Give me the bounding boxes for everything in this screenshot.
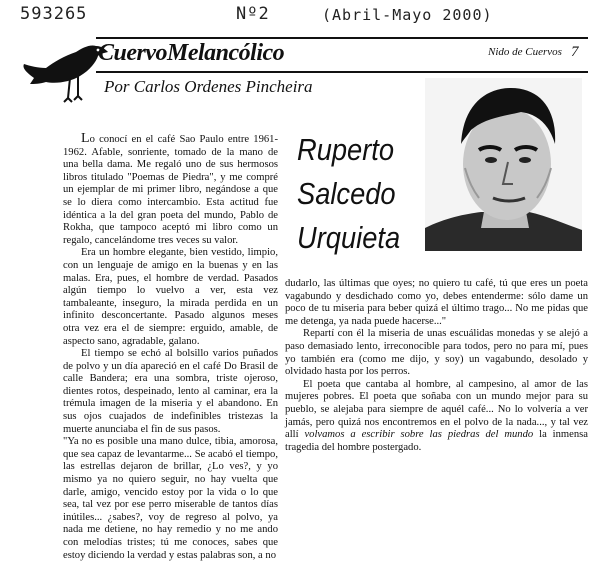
paragraph-6: Repartí con él la miseria de unas escuálidas monedas y se alejó a paso demasiado lento, irreconocible para todos, pero no para mí, pues yo también era (como me dijo, y soy) un vagabundo, desolado y olvidado hasta por los perros. (285, 328, 588, 378)
section-name: Nido de Cuervos (488, 46, 562, 58)
paragraph-1-text: o conocí en el café Sao Paulo entre 1961-1962. Afable, sonriente, tomado de la mano de una bella dama. Me regaló uno de sus hermosos libros titulado "Poemas de Piedra", y me compré un ejemplar de mi primer libro, negándose a que se lo diera como intercambio. Esta actitud fue idéntica a la del gran poeta del mundo, Pablo de Rokha, que tampoco aceptó mi libro como un regalo, cancelándome tres veces su valor. (63, 134, 278, 246)
paragraph-7 (285, 379, 588, 455)
header-top-rule (96, 37, 588, 39)
header-bottom-rule (96, 71, 588, 73)
title-line-3: Urquieta (297, 220, 401, 255)
paragraph-7-text-a: El poeta que cantaba al hombre, al campesino, al amor de las mujeres pobres. El poeta que soñaba con un mundo mejor para su pueblo, se alejaba para siempre de aquél café... No lo volvería a ver jamás, pero quizá nos encontremos en el polvo de la nada..., y tal vez allí (285, 378, 588, 441)
article-column-1 (63, 133, 278, 562)
masthead: CuervoMelancólico (98, 40, 285, 66)
handwritten-date: (Abril-Mayo 2000) (322, 6, 493, 24)
page-number: 7 (571, 44, 579, 60)
initial-letter: L (81, 131, 90, 146)
article-title (297, 128, 400, 260)
title-line-2: Salcedo (297, 176, 396, 211)
paragraph-4-quote: "Ya no es posible una mano dulce, tibia, amorosa, que sea capaz de levantarme... Se acabó el tiempo, las estrellas dejaron de brillar, ¿Lo ves?, y yo mismo ya no quiero seguir, no hay vuelta que darle, amigo, vencido estoy por la vida o lo que sea, tal vez por ese perro miserable de tantos días inútiles... ¿sabes?, voy de regreso al polvo, ya nada me detiene, no hay remedio y no me ando con melodías tristes; tú me conoces, sabes que estoy diciendo la verdad y estas palabras son, a no (63, 436, 278, 561)
byline: Por Carlos Ordenes Pincheira (104, 77, 313, 96)
article-column-2 (285, 278, 588, 454)
portrait-photo (425, 78, 582, 251)
handwritten-number: Nº2 (236, 4, 270, 24)
paragraph-1 (63, 133, 278, 247)
title-line-1: Ruperto (297, 132, 395, 167)
paragraph-5: dudarlo, las últimas que oyes; no quiero tu café, tú que eres un poeta vagabundo y desdichado como yo, debes entenderme: sólo dame un poco de tu miseria para beber quizá el último trago... No me pidas que me detenga, ya nada puede hacerse..." (285, 278, 588, 327)
paragraph-7-text-b: la inmensa tragedia del hombre postergado. (285, 429, 588, 453)
handwritten-code: 593265 (20, 4, 88, 24)
crow-illustration (20, 38, 110, 104)
paragraph-3: El tiempo se echó al bolsillo varios puñados de polvo y un día apareció en el café Do Brasil de calle Bandera; era una sombra, triste ojeroso, dientes rotos, despeinado, lento al caminar, era la trémula imagen de la miseria y el abandono. En sus ojos cuajados de indefinibles tristezas la muerte anunciaba el fin de sus pasos. (63, 348, 278, 435)
paragraph-7-italic: volvamos a escribir sobre las piedras del mundo (304, 429, 534, 441)
paragraph-2: Era un hombre elegante, bien vestido, limpio, con un lenguaje de amigo en la buenas y en las malas. Era, pues, el hombre de verdad. Pasados algún tiempo lo vuelvo a ver, esta vez tambaleante, inseguro, la mirada perdida en un infinito desconcertante. Pasado algunos meses otra vez era el de siempre: erguido, amable, de aspecto sano, agradable, galano. (63, 247, 278, 347)
